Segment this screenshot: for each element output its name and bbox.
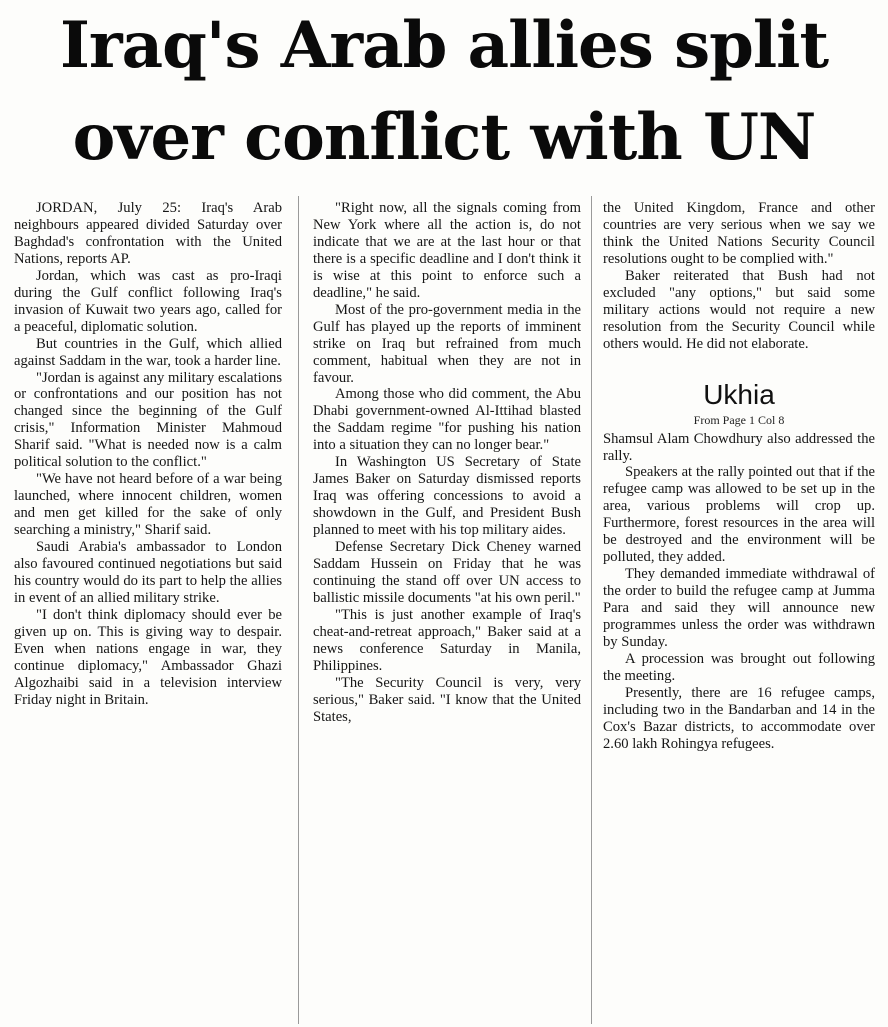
article-column-3: [603, 200, 875, 753]
paragraph: "This is just another example of Iraq's cheat-and-retreat approach," Baker said at a news conference Saturday in Manila, Philippines.: [313, 606, 581, 674]
paragraph: Jordan, which was cast as pro-Iraqi during the Gulf conflict following Iraq's invasion of Kuwait two years ago, called for a peaceful, diplomatic solution.: [14, 267, 282, 335]
paragraph: Speakers at the rally pointed out that if the refugee camp was allowed to be set up in the area, various problems will crop up. Furthermore, forest resources in the area will be destroyed and the environment will be polluted, they added.: [603, 464, 875, 566]
paragraph: "We have not heard before of a war being launched, where innocent children, women and men get killed for the sake of only searching a ministry," Sharif said.: [14, 471, 282, 539]
paragraph: JORDAN, July 25: Iraq's Arab neighbours appeared divided Saturday over Baghdad's confrontation with the United Nations, reports AP.: [14, 200, 282, 267]
jump-line: From Page 1 Col 8: [693, 412, 785, 427]
paragraph: "I don't think diplomacy should ever be given up on. This is giving way to despair. Even when nations engage in war, they continue diplomacy," Ambassador Ghazi Algozhaibi said in a television interview Friday night in Britain.: [14, 606, 282, 708]
article-column-1: [14, 200, 282, 709]
paragraph: Baker reiterated that Bush had not excluded "any options," but said some military actions would not require a new resolution from the Security Council while others would. He did not elaborate.: [603, 267, 875, 352]
paragraph: "The Security Council is very, very serious," Baker said. "I know that the United States,: [313, 674, 581, 725]
headline-line-2: over conflict with UN: [72, 100, 816, 175]
headline: [0, 0, 888, 184]
column-rule-2: [591, 196, 592, 1024]
article-column-2: [313, 200, 581, 726]
paragraph: In Washington US Secretary of State James Baker on Saturday dismissed reports Iraq was offering concessions to avoid a showdown in the Gulf, and President Bush planned to meet with his top military aides.: [313, 454, 581, 539]
paragraph: "Jordan is against any military escalations or confrontations and our position has not changed since the beginning of the Gulf crisis," Information Minister Mahmoud Sharif said. "What is needed now is a calm political solution to the conflict.": [14, 369, 282, 471]
paragraph: They demanded immediate withdrawal of the order to build the refugee camp at Jumma Para and said they will announce new programmes unless the order was withdrawn by Sunday.: [603, 566, 875, 651]
column-rule-1: [298, 196, 299, 1024]
paragraph: Among those who did comment, the Abu Dhabi government-owned Al-Ittihad blasted the Saddam regime "for pushing his nation into a situation they can no longer bear.": [313, 386, 581, 454]
paragraph: Saudi Arabia's ambassador to London also favoured continued negotiations but said his country would do its part to help the allies in event of an allied military strike.: [14, 539, 282, 606]
paragraph: the United Kingdom, France and other countries are very serious when we say we think the United Nations Security Council resolutions ought to be complied with.": [603, 200, 875, 267]
paragraph: Presently, there are 16 refugee camps, including two in the Bandarban and 14 in the Cox's Bazar districts, to accommodate over 2.60 lakh Rohingya refugees.: [603, 684, 875, 752]
second-story-title: Ukhia: [703, 378, 775, 410]
paragraph: Most of the pro-government media in the Gulf has played up the reports of imminent strike on Iraq but refrained from much comment, habitual when they are not in favour.: [313, 301, 581, 386]
headline-line-1: Iraq's Arab allies split: [59, 8, 829, 83]
paragraph: But countries in the Gulf, which allied against Saddam in the war, took a harder line.: [14, 335, 282, 369]
paragraph: Defense Secretary Dick Cheney warned Saddam Hussein on Friday that he was continuing the stand off over UN access to ballistic missile documents "at his own peril.": [313, 539, 581, 606]
paragraph: A procession was brought out following the meeting.: [603, 650, 875, 684]
paragraph: Shamsul Alam Chowdhury also addressed the rally.: [603, 430, 875, 464]
paragraph: "Right now, all the signals coming from New York where all the action is, do not indicate that we are at the last hour or that there is a specific deadline and I don't think it is wise at this point to enforce such a deadline," he said.: [313, 200, 581, 301]
